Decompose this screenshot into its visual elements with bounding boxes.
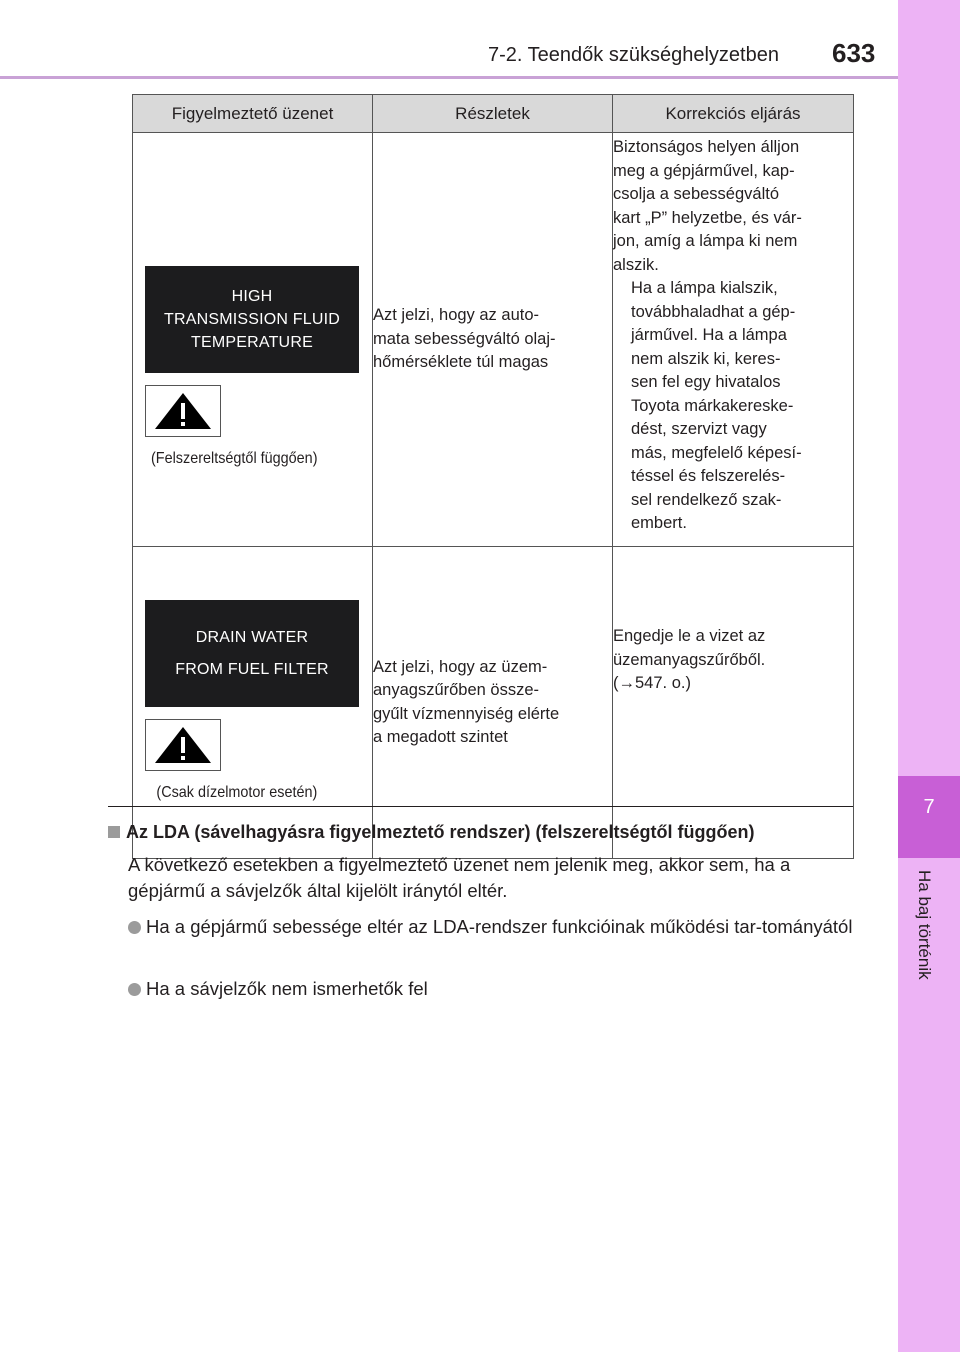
details-line: hőmérséklete túl magas (373, 353, 549, 372)
message-cell (133, 547, 373, 859)
correction-line: továbbhaladhat a gép- (631, 302, 796, 321)
display-line: HIGH (231, 288, 273, 306)
round-bullet-icon (128, 921, 141, 934)
message-display (145, 266, 359, 373)
table-header-correction: Korrekciós eljárás (613, 95, 854, 133)
correction-line: sen fel egy hivatalos (631, 373, 781, 391)
display-line: TEMPERATURE (191, 334, 313, 352)
correction-line: embert. (631, 514, 687, 532)
round-bullet-icon (128, 983, 141, 996)
list-item-text: Ha a gépjármű sebessége eltér az LDA-rendszer funkcióinak működési tar-tományától (146, 916, 853, 937)
details-line: gyűlt vízmennyiség elérte (373, 704, 560, 723)
warning-message-table (132, 94, 854, 859)
correction-line: nem alszik ki, keres- (631, 349, 781, 368)
warning-triangle-icon (145, 385, 221, 437)
correction-line: (→547. o.) (613, 674, 691, 692)
correction-line: alszik. (613, 255, 659, 274)
details-line: anyagszűrőben össze- (373, 681, 540, 699)
correction-line: csolja a sebességváltó (613, 185, 780, 203)
details-cell (373, 547, 613, 859)
correction-cell (613, 547, 854, 859)
correction-line: sel rendelkező szak- (631, 490, 782, 509)
correction-cell (613, 133, 854, 547)
correction-line: Toyota márkakereske- (631, 396, 794, 415)
table-header-row (133, 95, 854, 133)
correction-line: járművel. Ha a lámpa (631, 326, 787, 344)
display-line: FROM FUEL FILTER (175, 661, 329, 679)
details-line: Azt jelzi, hogy az üzem- (373, 657, 548, 676)
correction-line: jon, amíg a lámpa ki nem (613, 232, 798, 250)
warning-triangle-icon (145, 719, 221, 771)
display-line: TRANSMISSION FLUID (163, 311, 341, 329)
section-heading (108, 822, 754, 843)
section-paragraph: A következő esetekben a figyelmeztető üzenet nem jelenik meg, akkor sem, ha a gépjármű a sávjelzők által kijelölt iránytól eltér. (128, 854, 791, 901)
page-number: 633 (832, 38, 876, 68)
details-cell (373, 133, 613, 547)
header-rule (0, 76, 898, 79)
equipment-note: (Csak dízelmotor esetén) (156, 784, 318, 802)
correction-subnote (613, 277, 853, 536)
table-header-message: Figyelmeztető üzenet (133, 95, 373, 133)
correction-line: dést, szervizt vagy (631, 420, 767, 438)
correction-line: meg a gépjárművel, kap- (613, 161, 795, 180)
correction-line: Ha a lámpa kialszik, (631, 279, 778, 297)
section-divider (108, 806, 853, 807)
message-cell (133, 133, 373, 547)
correction-line: üzemanyagszűrőből. (613, 650, 766, 669)
chapter-name: Ha baj történik (915, 870, 934, 980)
table-header-details: Részletek (373, 95, 613, 133)
display-line: DRAIN WATER (195, 629, 309, 647)
section-heading-text: Az LDA (sávelhagyásra figyelmeztető rendszer) (felszereltségtől függően) (126, 822, 755, 842)
correction-line: kart „P” helyzetbe, és vár- (613, 208, 802, 227)
side-tab-strip (898, 0, 960, 1352)
table-row (133, 547, 854, 859)
square-bullet-icon (108, 826, 120, 838)
list-item (128, 976, 856, 1002)
equipment-note: (Felszereltségtől függően) (151, 450, 318, 468)
list-item-text: Ha a sávjelzők nem ismerhetők fel (146, 978, 428, 999)
table-row (133, 133, 854, 547)
message-display (145, 600, 359, 707)
details-line: mata sebességváltó olaj- (373, 329, 556, 348)
section-title: 7-2. Teendők szükséghelyzetben (488, 44, 779, 66)
correction-line: más, megfelelő képesí- (631, 443, 802, 462)
chapter-number: 7 (923, 796, 935, 818)
correction-line: Engedje le a vizet az (613, 627, 766, 645)
list-item (128, 914, 856, 940)
correction-line: téssel és felszerelés- (631, 467, 786, 485)
correction-line: Biztonságos helyen álljon (613, 138, 800, 156)
details-line: Azt jelzi, hogy az auto- (373, 306, 539, 325)
details-line: a megadott szintet (373, 728, 508, 746)
